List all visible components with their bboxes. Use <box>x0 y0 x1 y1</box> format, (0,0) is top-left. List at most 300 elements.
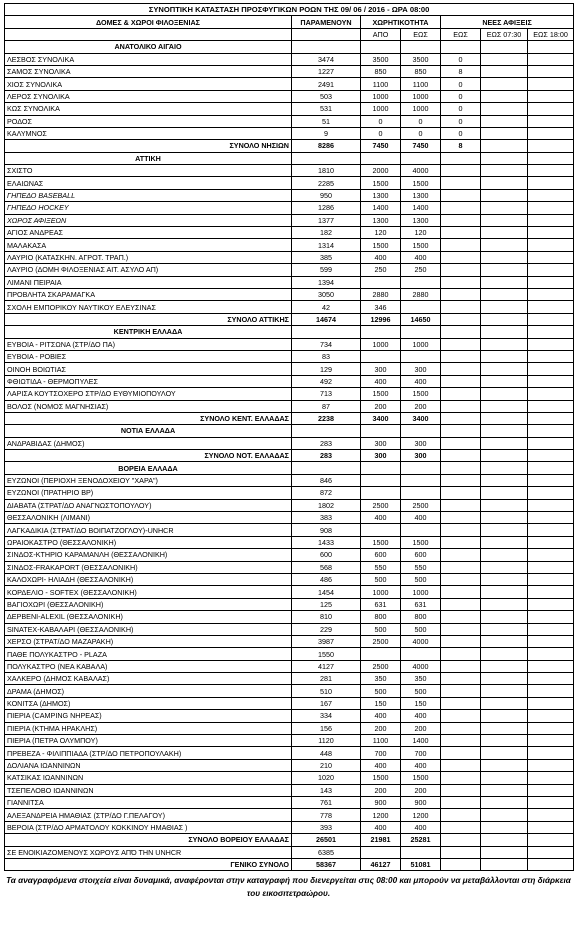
capacity-to-cell: 120 <box>401 227 441 239</box>
table-row <box>5 821 574 833</box>
arrivals-1800-cell <box>528 412 574 424</box>
table-row <box>5 53 574 65</box>
remain-cell: 3987 <box>292 635 361 647</box>
report-sheet <box>4 3 574 900</box>
remain-cell: 599 <box>292 264 361 276</box>
arrivals-until-cell <box>441 735 481 747</box>
arrivals-until-cell <box>441 388 481 400</box>
remain-cell: 182 <box>292 227 361 239</box>
arrivals-0730-cell <box>481 276 528 288</box>
location-name: ΠΙΕΡΙΑ (ΚΤΗΜΑ ΗΡΑΚΛΗΣ) <box>5 722 292 734</box>
arrivals-until-cell <box>441 797 481 809</box>
arrivals-1800-cell <box>528 697 574 709</box>
location-name: ΠΙΕΡΙΑ (CAMPING ΝΗΡΕΑΣ) <box>5 710 292 722</box>
capacity-from-cell: 850 <box>361 65 401 77</box>
capacity-from-cell: 1300 <box>361 189 401 201</box>
table-row <box>5 846 574 858</box>
arrivals-1800-cell <box>528 288 574 300</box>
capacity-from-cell: 1100 <box>361 78 401 90</box>
arrivals-0730-cell <box>481 549 528 561</box>
capacity-to-cell: 850 <box>401 65 441 77</box>
arrivals-1800-cell <box>528 648 574 660</box>
arrivals-1800-cell <box>528 103 574 115</box>
remain-cell: 503 <box>292 90 361 102</box>
arrivals-0730-cell <box>481 65 528 77</box>
arrivals-until-cell: 0 <box>441 78 481 90</box>
location-name: ΕΛΑΙΩΝΑΣ <box>5 177 292 189</box>
total-label: ΣΥΝΟΛΟ ΑΤΤΙΚΗΣ <box>5 313 292 325</box>
arrivals-until-cell <box>441 276 481 288</box>
remain-cell: 129 <box>292 363 361 375</box>
header-from: ΑΠΟ <box>361 28 401 40</box>
location-name: ΒΑΓΙΟΧΩΡΙ (ΘΕΣΣΑΛΟΝΙΚΗ) <box>5 598 292 610</box>
blank-cell <box>292 41 361 53</box>
blank-cell <box>292 326 361 338</box>
arrivals-until-cell <box>441 784 481 796</box>
arrivals-0730-cell <box>481 412 528 424</box>
capacity-to-cell: 250 <box>401 264 441 276</box>
remain-cell: 1810 <box>292 165 361 177</box>
total-row <box>5 140 574 152</box>
capacity-to-cell: 1000 <box>401 103 441 115</box>
arrivals-until-cell <box>441 363 481 375</box>
remain-cell: 334 <box>292 710 361 722</box>
location-name: ΦΘΙΩΤΙΔΑ - ΘΕΡΜΟΠΥΛΕΣ <box>5 375 292 387</box>
capacity-to-cell <box>401 474 441 486</box>
arrivals-until-cell <box>441 536 481 548</box>
arrivals-1800-cell <box>528 313 574 325</box>
arrivals-1800-cell <box>528 90 574 102</box>
capacity-from-cell: 1100 <box>361 735 401 747</box>
table-row <box>5 524 574 536</box>
capacity-from-cell: 900 <box>361 797 401 809</box>
table-row <box>5 165 574 177</box>
location-name: ΒΕΡΟΙΑ (ΣΤΡ/ΔΟ ΑΡΜΑΤΟΛΟΥ ΚΟΚΚΙΝΟΥ ΗΜΑΘΙΑΣ ) <box>5 821 292 833</box>
arrivals-0730-cell <box>481 127 528 139</box>
arrivals-until-cell <box>441 487 481 499</box>
arrivals-1800-cell <box>528 858 574 870</box>
arrivals-0730-cell <box>481 747 528 759</box>
arrivals-1800-cell <box>528 561 574 573</box>
remain-cell: 9 <box>292 127 361 139</box>
arrivals-1800-cell <box>528 821 574 833</box>
arrivals-until-cell <box>441 450 481 462</box>
blank-cell <box>361 326 401 338</box>
arrivals-0730-cell <box>481 53 528 65</box>
arrivals-1800-cell <box>528 338 574 350</box>
arrivals-1800-cell <box>528 784 574 796</box>
capacity-to-cell: 1500 <box>401 177 441 189</box>
capacity-to-cell: 400 <box>401 375 441 387</box>
table-row <box>5 499 574 511</box>
header-to-arrivals: ΕΩΣ <box>441 28 481 40</box>
capacity-to-cell: 0 <box>401 115 441 127</box>
remain-cell: 492 <box>292 375 361 387</box>
table-row <box>5 127 574 139</box>
arrivals-1800-cell <box>528 710 574 722</box>
arrivals-until-cell <box>441 858 481 870</box>
arrivals-1800-cell <box>528 573 574 585</box>
capacity-from-cell: 150 <box>361 697 401 709</box>
capacity-from-cell: 1000 <box>361 90 401 102</box>
table-row <box>5 239 574 251</box>
table-row <box>5 388 574 400</box>
remain-cell: 143 <box>292 784 361 796</box>
location-name: ΚΑΛΥΜΝΟΣ <box>5 127 292 139</box>
arrivals-until-cell <box>441 697 481 709</box>
blank-cell <box>401 326 441 338</box>
remain-cell: 393 <box>292 821 361 833</box>
arrivals-0730-cell <box>481 202 528 214</box>
arrivals-0730-cell <box>481 797 528 809</box>
table-row <box>5 747 574 759</box>
arrivals-1800-cell <box>528 598 574 610</box>
arrivals-until-cell: 0 <box>441 53 481 65</box>
capacity-to-cell: 25281 <box>401 834 441 846</box>
arrivals-1800-cell <box>528 524 574 536</box>
table-row <box>5 288 574 300</box>
arrivals-1800-cell <box>528 722 574 734</box>
blank-cell <box>292 425 361 437</box>
arrivals-0730-cell <box>481 784 528 796</box>
remain-cell: 908 <box>292 524 361 536</box>
table-row <box>5 772 574 784</box>
table-row <box>5 735 574 747</box>
capacity-from-cell: 1000 <box>361 103 401 115</box>
capacity-to-cell: 3500 <box>401 53 441 65</box>
capacity-to-cell: 400 <box>401 710 441 722</box>
capacity-from-cell: 631 <box>361 598 401 610</box>
capacity-to-cell: 1000 <box>401 338 441 350</box>
arrivals-until-cell: 0 <box>441 127 481 139</box>
remain-cell: 3050 <box>292 288 361 300</box>
blank-cell <box>528 41 574 53</box>
header-remain: ΠΑΡΑΜΕΝΟΥΝ <box>292 16 361 28</box>
capacity-to-cell: 400 <box>401 759 441 771</box>
capacity-to-cell: 300 <box>401 437 441 449</box>
capacity-to-cell: 4000 <box>401 165 441 177</box>
arrivals-until-cell <box>441 375 481 387</box>
location-name: ΤΣΕΠΕΛΟΒΟ ΙΩΑΝΝΙΝΩΝ <box>5 784 292 796</box>
capacity-from-cell: 400 <box>361 759 401 771</box>
remain-cell: 229 <box>292 623 361 635</box>
location-name: ΚΑΤΣΙΚΑΣ ΙΩΑΝΝΙΝΩΝ <box>5 772 292 784</box>
remain-cell: 4127 <box>292 660 361 672</box>
arrivals-0730-cell <box>481 239 528 251</box>
remain-cell: 26501 <box>292 834 361 846</box>
capacity-from-cell: 400 <box>361 710 401 722</box>
header-blank <box>292 28 361 40</box>
header-arrivals: ΝΕΕΣ ΑΦΙΞΕΙΣ <box>441 16 574 28</box>
arrivals-1800-cell <box>528 673 574 685</box>
section-row <box>5 152 574 164</box>
remain-cell: 810 <box>292 611 361 623</box>
arrivals-1800-cell <box>528 797 574 809</box>
arrivals-0730-cell <box>481 524 528 536</box>
capacity-to-cell: 1400 <box>401 735 441 747</box>
arrivals-1800-cell <box>528 251 574 263</box>
blank-cell <box>401 41 441 53</box>
location-name: ΣΧΟΛΗ ΕΜΠΟΡΙΚΟΥ ΝΑΥΤΙΚΟΥ ΕΛΕΥΣΙΝΑΣ <box>5 301 292 313</box>
arrivals-0730-cell <box>481 710 528 722</box>
remain-cell: 87 <box>292 400 361 412</box>
arrivals-until-cell <box>441 710 481 722</box>
arrivals-until-cell <box>441 673 481 685</box>
arrivals-1800-cell <box>528 239 574 251</box>
remain-cell: 3474 <box>292 53 361 65</box>
capacity-to-cell: 2500 <box>401 499 441 511</box>
arrivals-until-cell <box>441 722 481 734</box>
capacity-from-cell <box>361 487 401 499</box>
arrivals-1800-cell <box>528 140 574 152</box>
capacity-from-cell: 46127 <box>361 858 401 870</box>
table-row <box>5 710 574 722</box>
arrivals-0730-cell <box>481 288 528 300</box>
blank-cell <box>441 462 481 474</box>
arrivals-until-cell <box>441 288 481 300</box>
section-title: ΒΟΡΕΙΑ ΕΛΛΑΔΑ <box>5 462 292 474</box>
capacity-from-cell: 600 <box>361 549 401 561</box>
arrivals-1800-cell <box>528 189 574 201</box>
capacity-to-cell <box>401 487 441 499</box>
location-name: ΟΙΝΟΗ ΒΟΙΩΤΙΑΣ <box>5 363 292 375</box>
location-name: ΣΙΝΔΟΣ-FRAKAPORT (ΘΕΣΣΑΛΟΝΙΚΗ) <box>5 561 292 573</box>
arrivals-0730-cell <box>481 437 528 449</box>
total-row <box>5 412 574 424</box>
capacity-to-cell <box>401 524 441 536</box>
capacity-to-cell: 1500 <box>401 239 441 251</box>
table-row <box>5 189 574 201</box>
capacity-to-cell: 500 <box>401 573 441 585</box>
capacity-from-cell: 0 <box>361 127 401 139</box>
arrivals-until-cell <box>441 177 481 189</box>
capacity-to-cell: 7450 <box>401 140 441 152</box>
location-name: ΒΟΛΟΣ (ΝΟΜΟΣ ΜΑΓΝΗΣΙΑΣ) <box>5 400 292 412</box>
capacity-from-cell: 200 <box>361 784 401 796</box>
capacity-to-cell <box>401 846 441 858</box>
arrivals-1800-cell <box>528 512 574 524</box>
arrivals-1800-cell <box>528 660 574 672</box>
arrivals-0730-cell <box>481 400 528 412</box>
arrivals-1800-cell <box>528 735 574 747</box>
arrivals-0730-cell <box>481 573 528 585</box>
arrivals-1800-cell <box>528 685 574 697</box>
arrivals-1800-cell <box>528 400 574 412</box>
capacity-from-cell: 300 <box>361 437 401 449</box>
arrivals-until-cell <box>441 189 481 201</box>
total-row <box>5 858 574 870</box>
arrivals-until-cell <box>441 301 481 313</box>
capacity-from-cell <box>361 648 401 660</box>
capacity-from-cell: 346 <box>361 301 401 313</box>
arrivals-1800-cell <box>528 177 574 189</box>
location-name: ΔΡΑΜΑ (ΔΗΜΟΣ) <box>5 685 292 697</box>
section-title: ΑΤΤΙΚΗ <box>5 152 292 164</box>
arrivals-0730-cell <box>481 846 528 858</box>
arrivals-until-cell <box>441 747 481 759</box>
table-row <box>5 375 574 387</box>
remain-cell: 568 <box>292 561 361 573</box>
capacity-to-cell <box>401 276 441 288</box>
remain-cell: 14674 <box>292 313 361 325</box>
capacity-from-cell: 1400 <box>361 202 401 214</box>
arrivals-0730-cell <box>481 512 528 524</box>
remain-cell: 1377 <box>292 214 361 226</box>
arrivals-0730-cell <box>481 635 528 647</box>
arrivals-1800-cell <box>528 375 574 387</box>
arrivals-until-cell <box>441 586 481 598</box>
arrivals-0730-cell <box>481 251 528 263</box>
report-title: ΣΥΝΟΠΤΙΚΗ ΚΑΤΑΣΤΑΣΗ ΠΡΟΣΦΥΓΙΚΩΝ ΡΟΩΝ ΤΗΣ 09/ 06 / 2016 - ΩΡΑ 08:00 <box>5 4 574 16</box>
capacity-to-cell <box>401 350 441 362</box>
capacity-from-cell: 1500 <box>361 388 401 400</box>
capacity-from-cell <box>361 276 401 288</box>
capacity-from-cell: 500 <box>361 685 401 697</box>
capacity-from-cell: 1300 <box>361 214 401 226</box>
arrivals-1800-cell <box>528 450 574 462</box>
capacity-from-cell: 300 <box>361 450 401 462</box>
arrivals-1800-cell <box>528 747 574 759</box>
arrivals-0730-cell <box>481 350 528 362</box>
capacity-from-cell: 400 <box>361 512 401 524</box>
table-row <box>5 65 574 77</box>
remain-cell: 778 <box>292 809 361 821</box>
blank-cell <box>361 425 401 437</box>
capacity-to-cell: 1500 <box>401 536 441 548</box>
arrivals-until-cell <box>441 623 481 635</box>
capacity-from-cell: 300 <box>361 363 401 375</box>
location-name: ΡΟΔΟΣ <box>5 115 292 127</box>
table-row <box>5 685 574 697</box>
arrivals-until-cell <box>441 412 481 424</box>
remain-cell: 1286 <box>292 202 361 214</box>
location-name: SINATEX-ΚΑΒΑΛΑΡΙ (ΘΕΣΣΑΛΟΝΙΚΗ) <box>5 623 292 635</box>
capacity-to-cell: 350 <box>401 673 441 685</box>
arrivals-0730-cell <box>481 722 528 734</box>
table-row <box>5 487 574 499</box>
capacity-to-cell: 51081 <box>401 858 441 870</box>
capacity-to-cell: 1200 <box>401 809 441 821</box>
arrivals-until-cell <box>441 573 481 585</box>
capacity-to-cell <box>401 301 441 313</box>
header-blank <box>5 28 292 40</box>
header-capacity: ΧΩΡΗΤΙΚΟΤΗΤΑ <box>361 16 441 28</box>
blank-cell <box>292 462 361 474</box>
capacity-to-cell: 1300 <box>401 189 441 201</box>
capacity-from-cell: 3500 <box>361 53 401 65</box>
location-name: ΧΑΛΚΕΡΟ (ΔΗΜΟΣ ΚΑΒΑΛΑΣ) <box>5 673 292 685</box>
arrivals-1800-cell <box>528 65 574 77</box>
table-row <box>5 697 574 709</box>
arrivals-until-cell: 0 <box>441 90 481 102</box>
blank-cell <box>361 41 401 53</box>
capacity-from-cell: 200 <box>361 722 401 734</box>
arrivals-1800-cell <box>528 809 574 821</box>
remain-cell: 950 <box>292 189 361 201</box>
remain-cell: 761 <box>292 797 361 809</box>
capacity-from-cell: 1000 <box>361 338 401 350</box>
total-label: ΣΥΝΟΛΟ ΚΕΝΤ. ΕΛΛΑΔΑΣ <box>5 412 292 424</box>
blank-cell <box>441 425 481 437</box>
blank-cell <box>528 425 574 437</box>
total-row <box>5 450 574 462</box>
arrivals-0730-cell <box>481 623 528 635</box>
remain-cell: 713 <box>292 388 361 400</box>
capacity-to-cell: 900 <box>401 797 441 809</box>
remain-cell: 1394 <box>292 276 361 288</box>
location-name: ΓΗΠΕΔΟ BASEBALL <box>5 189 292 201</box>
arrivals-1800-cell <box>528 227 574 239</box>
arrivals-until-cell <box>441 549 481 561</box>
table-row <box>5 586 574 598</box>
remain-cell: 1227 <box>292 65 361 77</box>
arrivals-until-cell <box>441 561 481 573</box>
capacity-from-cell: 250 <box>361 264 401 276</box>
arrivals-0730-cell <box>481 586 528 598</box>
remain-cell: 510 <box>292 685 361 697</box>
blank-cell <box>481 41 528 53</box>
capacity-from-cell <box>361 350 401 362</box>
arrivals-0730-cell <box>481 648 528 660</box>
arrivals-until-cell <box>441 611 481 623</box>
arrivals-1800-cell <box>528 202 574 214</box>
capacity-from-cell: 1500 <box>361 177 401 189</box>
blank-cell <box>401 152 441 164</box>
arrivals-1800-cell <box>528 264 574 276</box>
remain-cell: 2238 <box>292 412 361 424</box>
arrivals-until-cell: 8 <box>441 65 481 77</box>
capacity-from-cell: 400 <box>361 251 401 263</box>
footnote: Τα αναγραφόμενα στοιχεία είναι δυναμικά, αναφέρονται στην καταγραφή που διενεργείται στις 08:00 και μπορούν να μεταβάλλονται στη διάρκεια του εικοσιτετραώρου. <box>6 876 571 899</box>
arrivals-0730-cell <box>481 140 528 152</box>
capacity-from-cell: 500 <box>361 573 401 585</box>
location-name: ΕΥΖΩΝΟΙ (ΠΕΡΙΟΧΗ ΞΕΝΟΔΟΧΕΙΟΥ "ΧΑΡΑ") <box>5 474 292 486</box>
arrivals-1800-cell <box>528 611 574 623</box>
arrivals-0730-cell <box>481 809 528 821</box>
capacity-to-cell: 1500 <box>401 388 441 400</box>
capacity-to-cell: 631 <box>401 598 441 610</box>
table-row <box>5 264 574 276</box>
arrivals-0730-cell <box>481 388 528 400</box>
capacity-to-cell: 150 <box>401 697 441 709</box>
blank-cell <box>361 462 401 474</box>
arrivals-until-cell <box>441 264 481 276</box>
table-row <box>5 90 574 102</box>
table-row <box>5 561 574 573</box>
arrivals-1800-cell <box>528 623 574 635</box>
capacity-to-cell: 0 <box>401 127 441 139</box>
capacity-to-cell: 500 <box>401 685 441 697</box>
header-until-0730: ΕΩΣ 07:30 <box>481 28 528 40</box>
capacity-to-cell: 1400 <box>401 202 441 214</box>
arrivals-1800-cell <box>528 127 574 139</box>
remain-cell: 1314 <box>292 239 361 251</box>
arrivals-1800-cell <box>528 586 574 598</box>
location-name: ΣΙΝΔΟΣ-ΚΤΗΡΙΟ ΚΑΡΑΜΑΝΛΗ (ΘΕΣΣΑΛΟΝΙΚΗ) <box>5 549 292 561</box>
arrivals-1800-cell <box>528 388 574 400</box>
arrivals-0730-cell <box>481 858 528 870</box>
arrivals-0730-cell <box>481 450 528 462</box>
arrivals-0730-cell <box>481 499 528 511</box>
remain-cell: 6385 <box>292 846 361 858</box>
location-name: ΔΕΡΒΕΝΙ-ALEXIL (ΘΕΣΣΑΛΟΝΙΚΗ) <box>5 611 292 623</box>
capacity-to-cell: 200 <box>401 784 441 796</box>
arrivals-0730-cell <box>481 313 528 325</box>
capacity-from-cell: 400 <box>361 821 401 833</box>
remain-cell: 846 <box>292 474 361 486</box>
remain-cell: 448 <box>292 747 361 759</box>
arrivals-0730-cell <box>481 611 528 623</box>
